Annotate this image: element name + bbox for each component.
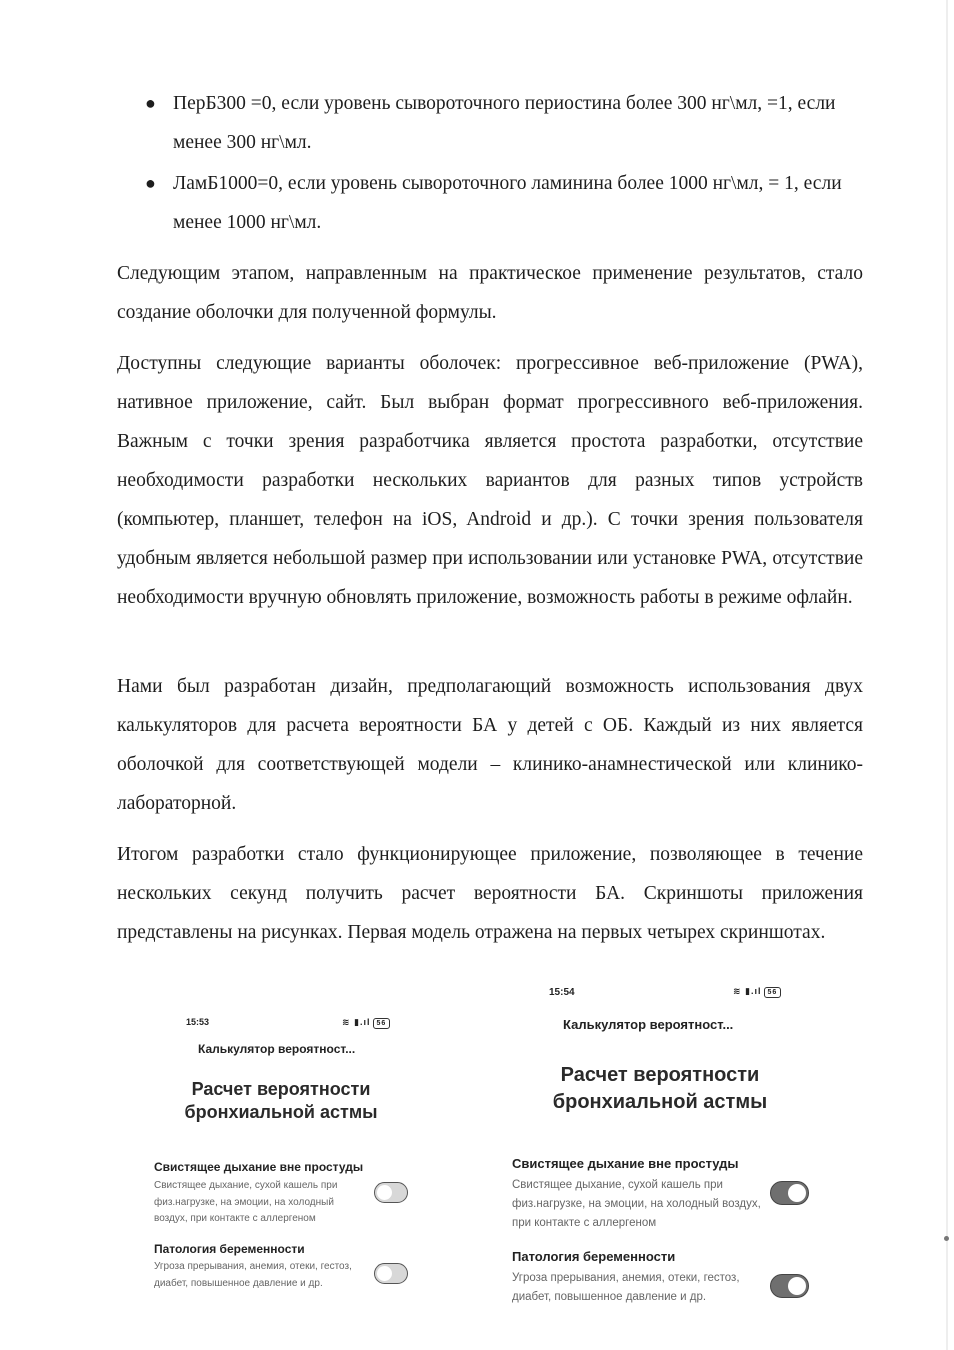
bullet-dot-icon: ● [145, 93, 156, 113]
bullet-text: ПерБ300 =0, если уровень сывороточного периостина более 300 нг\мл, =1, если менее 300 нг\мл. [173, 93, 836, 153]
app-title: Калькулятор вероятност... [198, 1042, 356, 1056]
battery-icon: 56 [373, 1018, 391, 1029]
wheezing-toggle[interactable] [770, 1181, 809, 1205]
option-title: Патология беременности [154, 1242, 305, 1256]
wifi-icon: ≋ [342, 1017, 351, 1027]
calculator-heading: Расчет вероятности бронхиальной астмы [552, 1064, 768, 1113]
toggle-knob [788, 1277, 806, 1295]
paragraph: Нами был разработан дизайн, предполагающий возможность использования двух калькуляторов для расчета вероятности БА у детей с ОБ. Каждый из них является оболочкой для соответствующей модели – клинико-анамнестической или клинико-лабораторной. [117, 676, 863, 814]
scan-edge [946, 0, 948, 1350]
toggle-knob [377, 1185, 392, 1200]
status-icons [342, 1017, 390, 1029]
app-title: Калькулятор вероятност... [563, 1017, 734, 1032]
option-description: Угроза прерывания, анемия, отеки, гестоз, диабет, повышенное давление и др. [512, 1272, 740, 1303]
option-description: Свистящее дыхание, сухой кашель при физ.нагрузке, на эмоции, на холодный воздух, при контакте с аллергеном [512, 1179, 761, 1229]
option-title: Свистящее дыхание вне простуды [154, 1160, 364, 1174]
status-bar [507, 978, 817, 996]
bullet-list [117, 84, 867, 244]
toggle-knob [788, 1184, 806, 1202]
pregnancy-pathology-toggle[interactable] [770, 1274, 809, 1298]
bullet-item [117, 164, 867, 242]
option-description: Свистящее дыхание, сухой кашель при физ.нагрузке, на эмоции, на холодный воздух, при контакте с аллергеном [154, 1180, 338, 1224]
bullet-item [117, 84, 867, 162]
scan-mark [944, 1236, 949, 1241]
paragraph: Следующим этапом, направленным на практическое применение результатов, стало создание оболочки для полученной формулы. [117, 263, 863, 323]
status-bar [150, 1008, 420, 1026]
toggle-knob [377, 1266, 392, 1281]
status-time: 15:53 [186, 1017, 210, 1027]
status-icons [733, 986, 781, 998]
bullet-text: ЛамБ1000=0, если уровень сывороточного ламинина более 1000 нг\мл, = 1, если менее 1000 нг\мл. [173, 173, 842, 233]
battery-icon: 56 [764, 987, 782, 998]
paragraph: Итогом разработки стало функционирующее приложение, позволяющее в течение нескольких секунд получить расчет вероятности БА. Скриншоты приложения представлены на рисунках. Первая модель отражена на первых четырех скриншотах. [117, 844, 863, 943]
pregnancy-pathology-toggle[interactable] [374, 1263, 408, 1284]
app-screenshot [150, 1008, 420, 1318]
signal-icon: ▮.ıl [354, 1017, 371, 1027]
option-description: Угроза прерывания, анемия, отеки, гестоз, диабет, повышенное давление и др. [154, 1261, 352, 1289]
option-title: Патология беременности [512, 1249, 676, 1264]
calculator-heading: Расчет вероятности бронхиальной астмы [184, 1079, 378, 1122]
status-time: 15:54 [549, 987, 575, 998]
signal-icon: ▮.ıl [745, 986, 762, 996]
wifi-icon: ≋ [733, 986, 742, 996]
bullet-dot-icon: ● [145, 173, 156, 193]
app-screenshot [507, 978, 817, 1328]
option-title: Свистящее дыхание вне простуды [512, 1156, 739, 1171]
paragraph: Доступны следующие варианты оболочек: прогрессивное веб-приложение (PWA), нативное приложение, сайт. Был выбран формат прогрессивного веб-приложения. Важным с точки зрения разработчика является простота разработки, отсутствие необходимости разработки нескольких вариантов для разных типов устройств (компьютер, планшет, телефон на iOS, Android и др.). С точки зрения пользователя удобным является небольшой размер при использовании или установке PWA, отсутствие необходимости вручную обновлять приложение, возможность работы в режиме офлайн. [117, 353, 863, 608]
wheezing-toggle[interactable] [374, 1182, 408, 1203]
